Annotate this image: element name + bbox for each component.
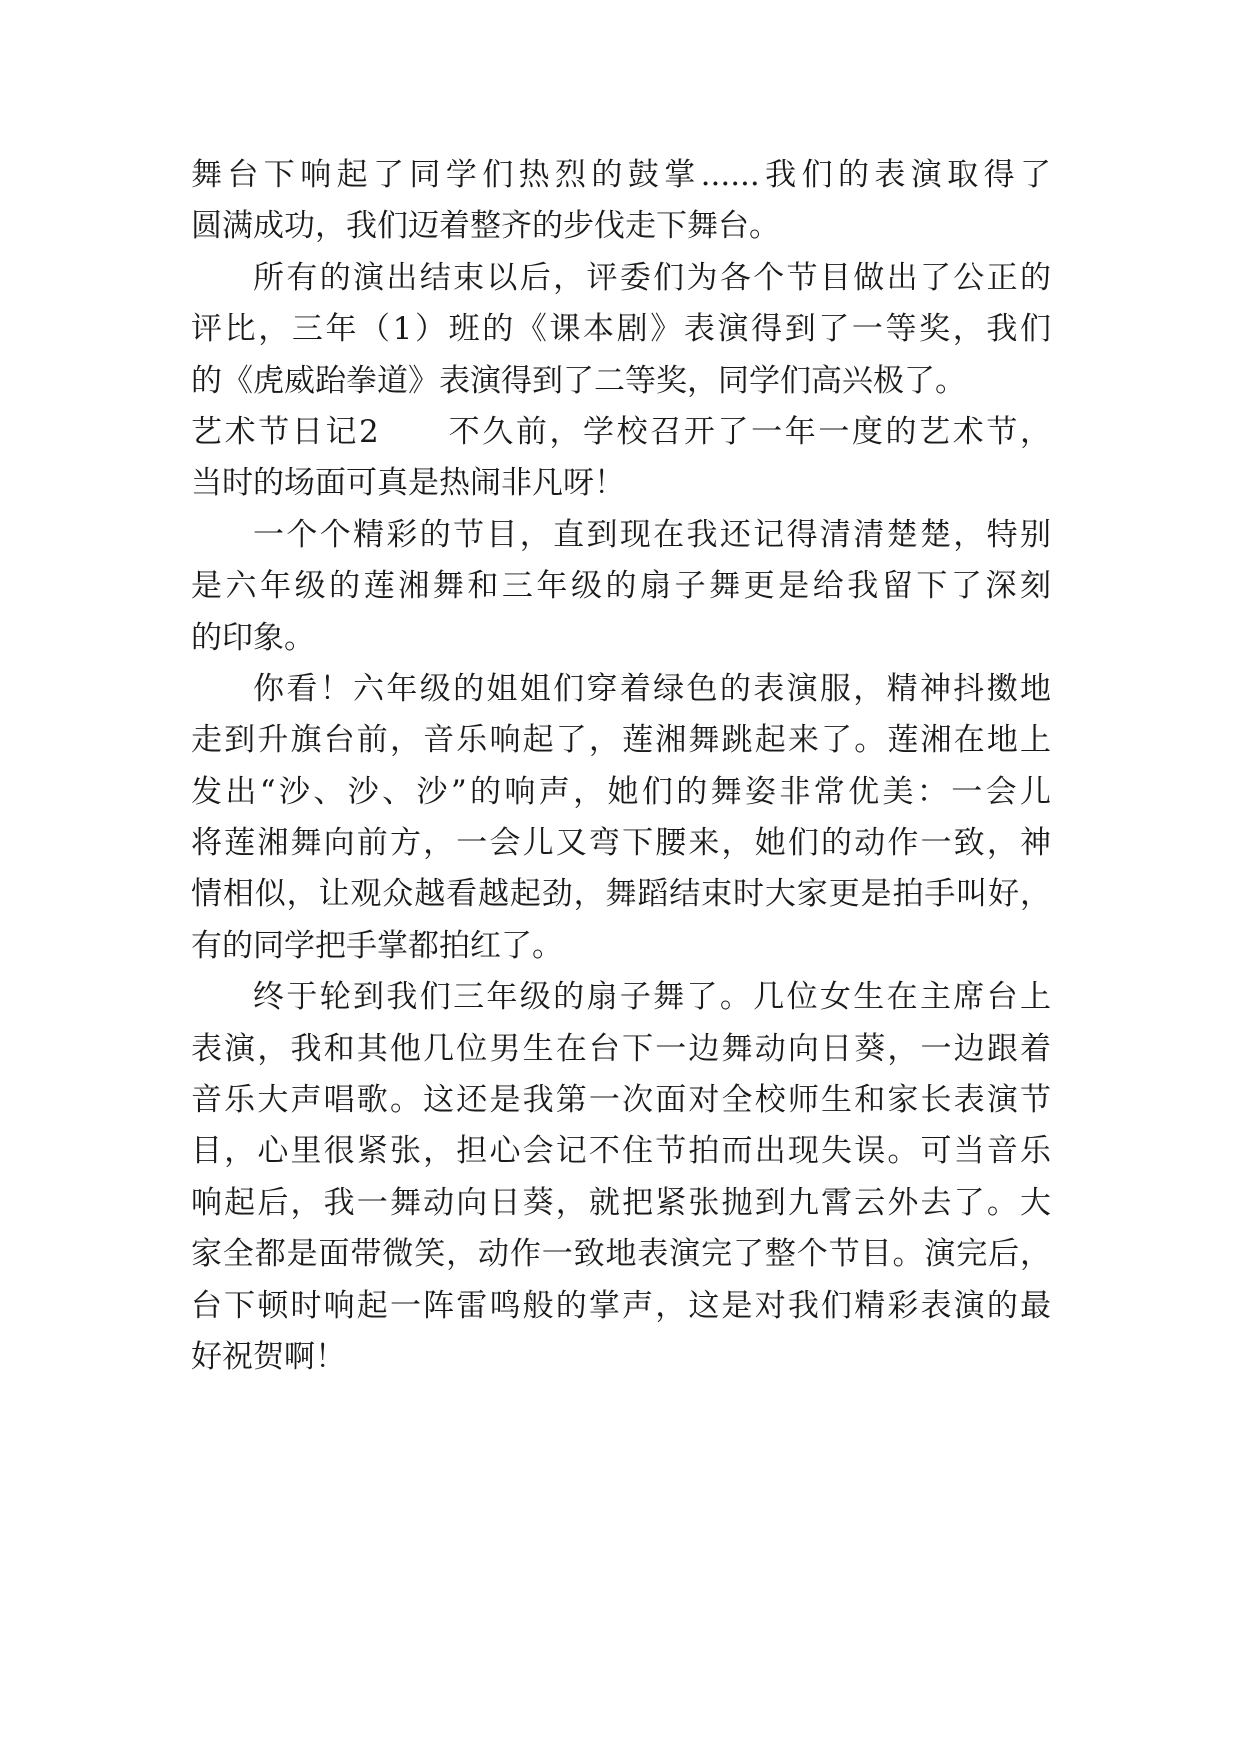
text-line: 圆满成功，我们迈着整齐的步伐走下舞台。 xyxy=(191,208,780,245)
text-line: 情相似，让观众越看越起劲，舞蹈结束时大家更是拍手叫好， xyxy=(191,876,1051,913)
text-line: 走到升旗台前，音乐响起了，莲湘舞跳起来了。莲湘在地上 xyxy=(191,722,1051,759)
text-line: 的《虎威跆拳道》表演得到了二等奖，同学们高兴极了。 xyxy=(191,362,966,399)
text-line: 你看！六年级的姐姐们穿着绿色的表演服，精神抖擞地 xyxy=(253,670,1051,707)
text-line: 舞台下响起了同学们热烈的鼓掌......我们的表演取得了 xyxy=(191,157,1051,193)
text-line: 响起后，我一舞动向日葵，就把紧张抛到九霄云外去了。大 xyxy=(191,1184,1051,1221)
text-line: 家全都是面带微笑，动作一致地表演完了整个节目。演完后， xyxy=(191,1236,1051,1273)
text-line: 评比，三年（1）班的《课本剧》表演得到了一等奖，我们 xyxy=(191,311,1051,348)
text-line: 一个个精彩的节目，直到现在我还记得清清楚楚，特别 xyxy=(253,516,1051,553)
text-line: 台下顿时响起一阵雷鸣般的掌声，这是对我们精彩表演的最 xyxy=(191,1287,1051,1324)
text-line: 表演，我和其他几位男生在台下一边舞动向日葵，一边跟着 xyxy=(191,1030,1051,1067)
text-line: 音乐大声唱歌。这还是我第一次面对全校师生和家长表演节 xyxy=(191,1082,1051,1119)
text-line: 的印象。 xyxy=(191,619,315,656)
text-line: 当时的场面可真是热闹非凡呀！ xyxy=(191,465,625,502)
text-line: 所有的演出结束以后，评委们为各个节目做出了公正的 xyxy=(253,259,1051,296)
text-line: 发出“沙、沙、沙”的响声，她们的舞姿非常优美：一会儿 xyxy=(191,773,1051,810)
text-line: 将莲湘舞向前方，一会儿又弯下腰来，她们的动作一致，神 xyxy=(191,825,1051,862)
text-line: 艺术节日记2 不久前，学校召开了一年一度的艺术节， xyxy=(191,413,1051,450)
text-line: 目，心里很紧张，担心会记不住节拍而出现失误。可当音乐 xyxy=(191,1133,1051,1170)
text-line: 有的同学把手掌都拍红了。 xyxy=(191,927,563,964)
text-line: 终于轮到我们三年级的扇子舞了。几位女生在主席台上 xyxy=(253,979,1051,1016)
text-line: 好祝贺啊！ xyxy=(191,1338,346,1375)
text-line: 是六年级的莲湘舞和三年级的扇子舞更是给我留下了深刻 xyxy=(191,568,1051,605)
document-body xyxy=(191,150,1051,1383)
